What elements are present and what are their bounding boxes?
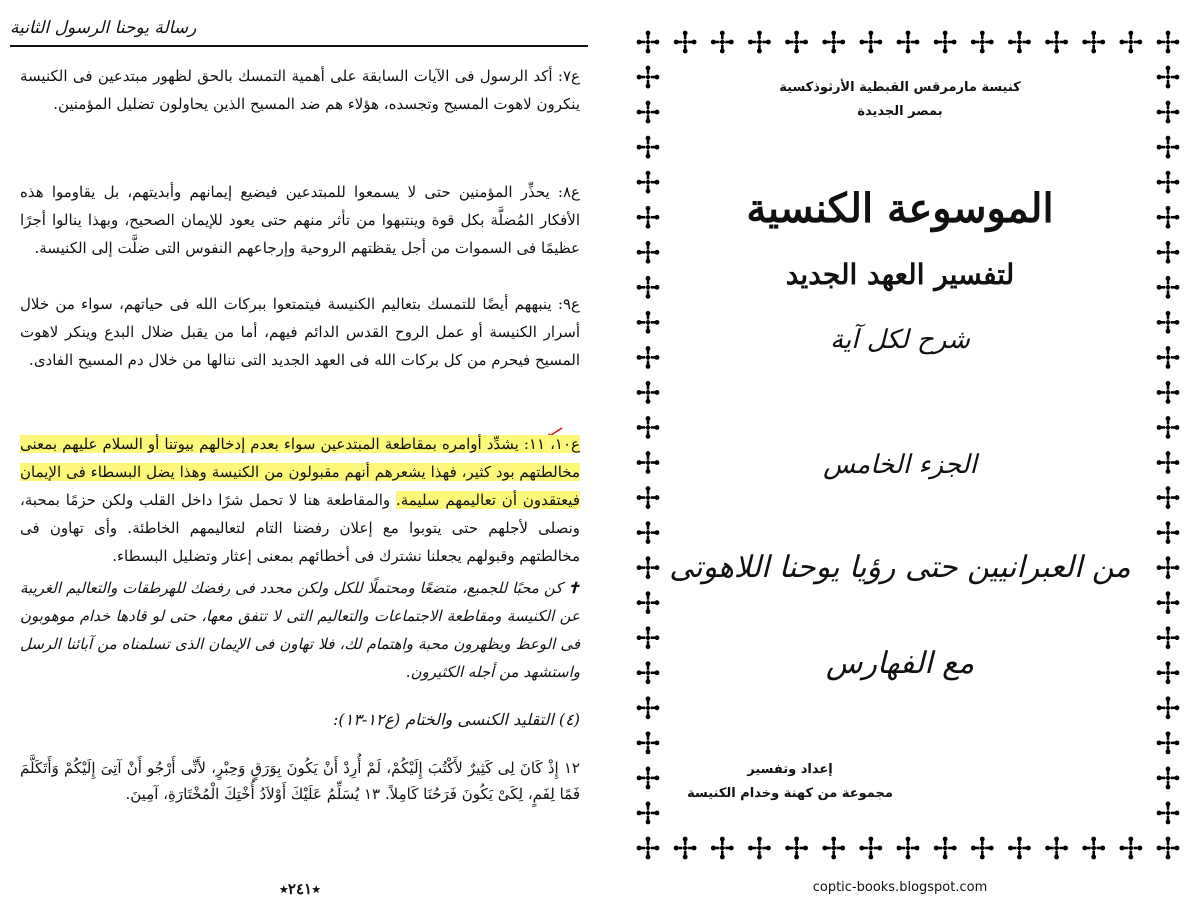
coptic-cross-ornament-icon: [637, 731, 660, 754]
coptic-cross-ornament-icon: [711, 837, 734, 860]
coptic-cross-ornament-icon: [1157, 626, 1180, 649]
coptic-cross-ornament-icon: [859, 837, 882, 860]
section-title: (٤) التقليد الكنسى والختام (ع١٢-١٣):: [333, 710, 580, 729]
coptic-cross-ornament-icon: [1157, 767, 1180, 790]
highlighted-text: ع١٠، ١١: يشدِّد أوامره بمقاطعة المبتدعين سواء بعدم إدخالهم بيوتنا أو السلام عليهم بمعنى مخالطتهم بود كثير، فهذا يشعرهم أنهم مقبولون من الكنيسة وهذا يضل البسطاء فى الإيمان فيعتقدون أن تعاليمهم سليمة.: [20, 435, 581, 509]
coptic-cross-ornament-icon: [1157, 136, 1180, 159]
coptic-cross-ornament-icon: [637, 171, 660, 194]
coptic-cross-ornament-icon: [897, 31, 920, 54]
coptic-cross-ornament-icon: [637, 591, 660, 614]
coptic-cross-ornament-icon: [1157, 241, 1180, 264]
coptic-cross-ornament-icon: [1157, 802, 1180, 825]
paragraph-verse-8: ع٨: يحذِّر المؤمنين حتى لا يسمعوا للمبتدعين فيضيع إيمانهم وأبديتهم، بل يقاوموا هذه الأفكار المُضلَّة بكل قوة وينتبهوا من تأثر منهم حتى يعود للإيمان الصحيح، وبهذا ينالوا أجرًا عظيمًا فى السموات من أجل يقظتهم الروحية وإرجاعهم النفوس التى ضلَّت إلى الكنيسة.: [20, 183, 580, 257]
church-name: [770, 76, 1030, 124]
coptic-cross-ornament-icon: [1119, 837, 1142, 860]
paragraph-verse-9: ع٩: ينبههم أيضًا للتمسك بتعاليم الكنيسة فيتمتعوا ببركات الله فى حياتهم، سواء من خلال أسرار الكنيسة أو عمل الروح القدس الدائم فيهم، أما من يقبل ضلال البدع وينكر لاهوت المسيح فيحرم من كل بركات الله فى العهد الجديد التى ننالها من خلال دم المسيح الفادى.: [20, 295, 580, 369]
coptic-cross-ornament-icon: [674, 31, 697, 54]
coptic-cross-ornament-icon: [971, 837, 994, 860]
cover-part: الجزء الخامس: [823, 450, 977, 480]
coptic-cross-ornament-icon: [1157, 837, 1180, 860]
coptic-cross-ornament-icon: [637, 521, 660, 544]
coptic-cross-ornament-icon: [1008, 31, 1031, 54]
coptic-cross-ornament-icon: [822, 31, 845, 54]
coptic-cross-ornament-icon: [637, 696, 660, 719]
coptic-cross-ornament-icon: [1157, 521, 1180, 544]
coptic-cross-ornament-icon: [637, 661, 660, 684]
paragraph-verse-7: ع٧: أكد الرسول فى الآيات السابقة على أهمية التمسك بالحق لظهور مبتدعين فى الكنيسة ينكرون لاهوت المسيح وتجسده، هؤلاء هم ضد المسيح الذين يحاولون تضليل المؤمنين.: [20, 67, 580, 113]
coptic-cross-ornament-icon: [785, 31, 808, 54]
cover-page: [600, 0, 1200, 921]
coptic-cross-ornament-icon: [748, 31, 771, 54]
coptic-cross-ornament-icon: [1082, 837, 1105, 860]
coptic-cross-ornament-icon: [1045, 837, 1068, 860]
coptic-cross-ornament-icon: [859, 31, 882, 54]
cover-main-title: الموسوعة الكنسية: [746, 185, 1054, 232]
bible-verse: ١٢ إِذْ كَانَ لِى كَثِيرٌ لأَكْتُبَ إِلَيْكُمْ، لَمْ أُرِدْ أَنْ يَكُونَ بِوَرَقٍ وَحِبْرٍ، لأَنِّى أَرْجُو أَنْ آتِىَ إِلَيْكُمْ وَأَتَكَلَّمَ فَمًا لِفَمٍ، لِكَىْ يَكُونَ فَرَحُنَا كَامِلاً. ١٣ يُسَلِّمُ عَلَيْكَ أَوْلاَدُ أُخْتِكَ الْمُخْتَارَةِ، آمِينَ.: [20, 759, 580, 803]
coptic-cross-ornament-icon: [637, 416, 660, 439]
coptic-cross-ornament-icon: [1157, 661, 1180, 684]
coptic-cross-ornament-icon: [1119, 31, 1142, 54]
coptic-cross-ornament-icon: [1157, 451, 1180, 474]
coptic-cross-ornament-icon: [637, 626, 660, 649]
coptic-cross-ornament-icon: [1082, 31, 1105, 54]
italic-note: [20, 574, 580, 686]
coptic-cross-ornament-icon: [1157, 101, 1180, 124]
coptic-cross-ornament-icon: [674, 837, 697, 860]
coptic-cross-ornament-icon: [934, 31, 957, 54]
cross-icon: ✝: [567, 579, 580, 597]
italic-note-text: كن محبًا للجميع، متضعًا ومحتملًا للكل ولكن محدد فى رفضك للهرطقات والتعاليم الغريبة عن الكنيسة ومقاطعة الاجتماعات والتعاليم التى لا تتفق معها، حتى لو قادها خدام موهوبون فى الوعظ ويظهرون محبة واهتمام لك، فلا تهاون فى الإيمان الذى تسلمناه من آبائنا الرسل واستشهد من أجله الكثيرون.: [20, 579, 580, 681]
coptic-cross-ornament-icon: [1157, 346, 1180, 369]
coptic-cross-ornament-icon: [1157, 696, 1180, 719]
coptic-cross-ornament-icon: [1045, 31, 1068, 54]
coptic-cross-ornament-icon: [934, 837, 957, 860]
coptic-cross-ornament-icon: [637, 276, 660, 299]
coptic-cross-ornament-icon: [822, 837, 845, 860]
coptic-cross-ornament-icon: [1008, 837, 1031, 860]
coptic-cross-ornament-icon: [637, 101, 660, 124]
cover-preparation: [640, 758, 940, 806]
coptic-cross-ornament-icon: [637, 486, 660, 509]
coptic-cross-ornament-icon: [637, 31, 660, 54]
coptic-cross-ornament-icon: [1157, 171, 1180, 194]
church-line-2: بمصر الجديدة: [857, 104, 943, 119]
church-line-1: كنيسة مارمرقس القبطية الأرثوذكسية: [779, 80, 1021, 95]
prep-line-1: إعداد وتفسير: [747, 762, 833, 777]
running-head: رسالة يوحنا الرسول الثانية: [10, 18, 197, 38]
running-head-rule: [10, 45, 588, 47]
coptic-cross-ornament-icon: [748, 837, 771, 860]
coptic-cross-ornament-icon: [637, 206, 660, 229]
coptic-cross-ornament-icon: [897, 837, 920, 860]
coptic-cross-ornament-icon: [637, 346, 660, 369]
website-url[interactable]: coptic-books.blogspot.com: [812, 880, 988, 895]
coptic-cross-ornament-icon: [1157, 381, 1180, 404]
coptic-cross-ornament-icon: [637, 66, 660, 89]
coptic-cross-ornament-icon: [1157, 731, 1180, 754]
cover-explain-line: شرح لكل آية: [830, 325, 970, 355]
coptic-cross-ornament-icon: [637, 136, 660, 159]
continued-text: والمقاطعة هنا لا تحمل شرًا داخل القلب ولكن حزمًا بمحبة، ونصلى لأجلهم حتى يتوبوا مع إعلان رفضنا التام لتعاليمهم الخاطئة. وأى تهاون فى مخالطتهم وقبولهم يجعلنا نشترك فى أخطائهم بمعنى إعثار وتضليل البسطاء.: [20, 491, 580, 565]
coptic-cross-ornament-icon: [1157, 276, 1180, 299]
coptic-cross-ornament-icon: [1157, 591, 1180, 614]
cover-subtitle: لتفسير العهد الجديد: [785, 258, 1015, 291]
coptic-cross-ornament-icon: [637, 241, 660, 264]
coptic-cross-ornament-icon: [785, 837, 808, 860]
coptic-cross-ornament-icon: [637, 381, 660, 404]
page-number: ٭٢٤١٭: [279, 880, 321, 898]
coptic-cross-ornament-icon: [1157, 311, 1180, 334]
coptic-cross-ornament-icon: [711, 31, 734, 54]
cover-with-index: مع الفهارس: [825, 646, 975, 681]
coptic-cross-ornament-icon: [1157, 416, 1180, 439]
coptic-cross-ornament-icon: [1157, 486, 1180, 509]
coptic-cross-ornament-icon: [1157, 31, 1180, 54]
coptic-cross-ornament-icon: [637, 451, 660, 474]
coptic-cross-ornament-icon: [637, 556, 660, 579]
coptic-cross-ornament-icon: [1157, 66, 1180, 89]
cover-books-span: من العبرانيين حتى رؤيا يوحنا اللاهوتى: [669, 550, 1131, 585]
coptic-cross-ornament-icon: [637, 311, 660, 334]
coptic-cross-ornament-icon: [1157, 556, 1180, 579]
coptic-cross-ornament-icon: [637, 837, 660, 860]
coptic-cross-ornament-icon: [971, 31, 994, 54]
prep-line-2: مجموعة من كهنة وخدام الكنيسة: [687, 786, 893, 801]
coptic-cross-ornament-icon: [1157, 206, 1180, 229]
paragraph-verse-10-11: [20, 430, 580, 570]
